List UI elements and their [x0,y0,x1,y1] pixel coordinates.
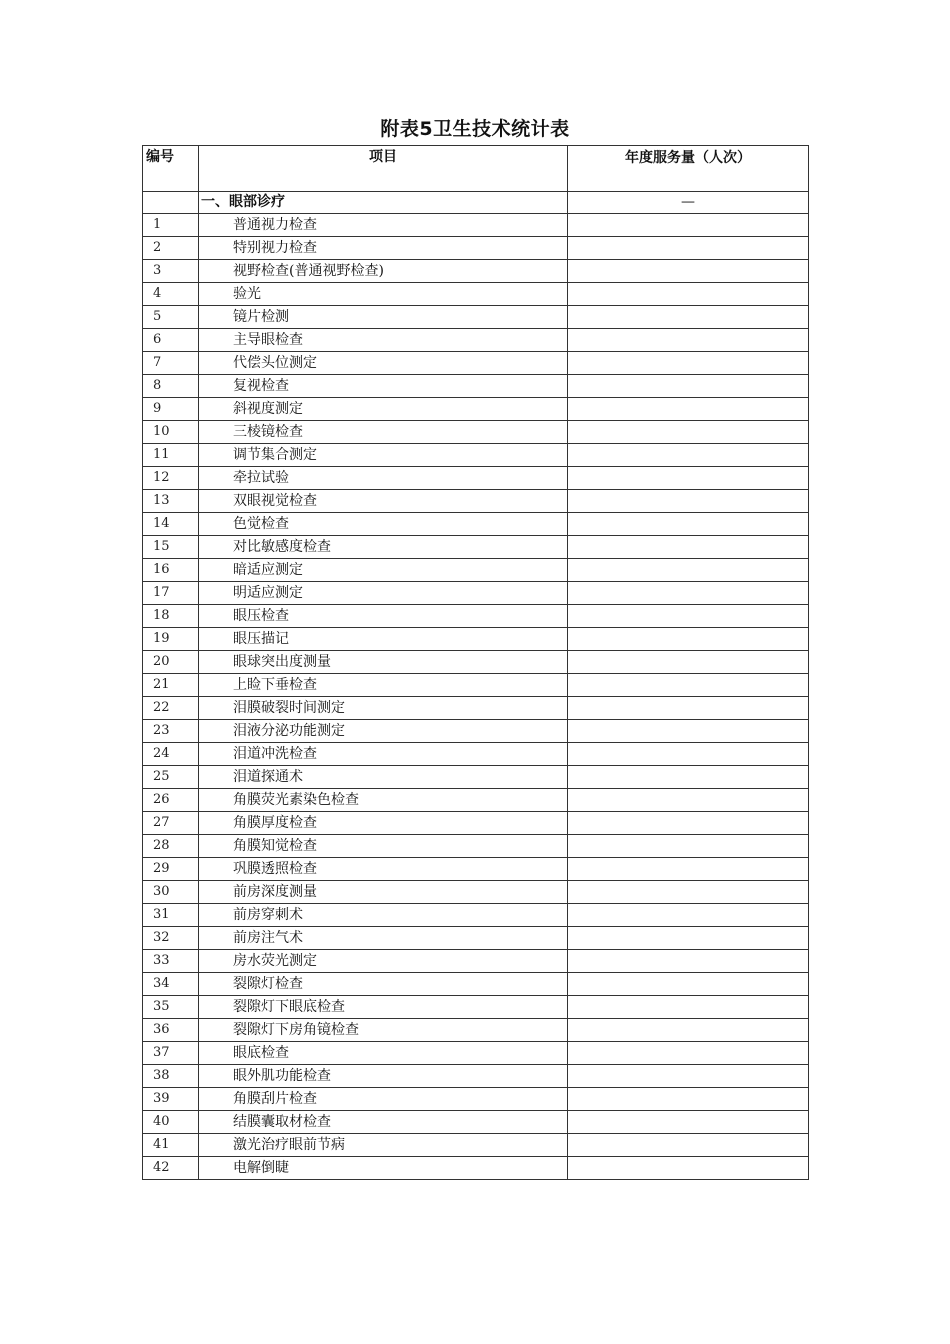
row-service-volume-cell[interactable] [568,674,809,697]
row-number: 30 [143,881,199,904]
row-service-volume-cell[interactable] [568,835,809,858]
row-service-volume-cell[interactable] [568,789,809,812]
row-item-name: 泪道探通术 [199,766,568,789]
table-row [143,881,809,904]
row-number: 35 [143,996,199,1019]
table-row [143,674,809,697]
row-item-name: 眼压检查 [199,605,568,628]
row-item-name: 特别视力检查 [199,237,568,260]
row-number: 14 [143,513,199,536]
table-row [143,306,809,329]
row-item-name: 牵拉试验 [199,467,568,490]
row-service-volume-cell[interactable] [568,214,809,237]
table-row [143,651,809,674]
row-service-volume-cell[interactable] [568,904,809,927]
row-service-volume-cell[interactable] [568,720,809,743]
row-number: 17 [143,582,199,605]
section-label: 一、眼部诊疗 [199,192,568,214]
table-row [143,490,809,513]
row-number: 15 [143,536,199,559]
row-item-name: 结膜囊取材检查 [199,1111,568,1134]
row-item-name: 明适应测定 [199,582,568,605]
row-service-volume-cell[interactable] [568,766,809,789]
header-annual-service-volume: 年度服务量（人次） [568,146,809,192]
row-service-volume-cell[interactable] [568,490,809,513]
row-service-volume-cell[interactable] [568,651,809,674]
row-number: 1 [143,214,199,237]
table-row [143,214,809,237]
row-item-name: 激光治疗眼前节病 [199,1134,568,1157]
row-item-name: 泪液分泌功能测定 [199,720,568,743]
row-number: 4 [143,283,199,306]
row-service-volume-cell[interactable] [568,950,809,973]
table-row [143,927,809,950]
header-item: 项目 [199,146,568,192]
row-item-name: 眼底检查 [199,1042,568,1065]
row-item-name: 调节集合测定 [199,444,568,467]
row-item-name: 视野检查(普通视野检查) [199,260,568,283]
row-service-volume-cell[interactable] [568,329,809,352]
row-service-volume-cell[interactable] [568,467,809,490]
row-number: 5 [143,306,199,329]
row-number: 16 [143,559,199,582]
row-service-volume-cell[interactable] [568,1065,809,1088]
table-row [143,697,809,720]
table-row [143,1019,809,1042]
row-number: 23 [143,720,199,743]
row-number: 37 [143,1042,199,1065]
row-item-name: 前房穿刺术 [199,904,568,927]
row-service-volume-cell[interactable] [568,283,809,306]
table-row [143,444,809,467]
row-number: 28 [143,835,199,858]
row-service-volume-cell[interactable] [568,1088,809,1111]
row-service-volume-cell[interactable] [568,1042,809,1065]
row-item-name: 代偿头位测定 [199,352,568,375]
row-item-name: 泪道冲洗检查 [199,743,568,766]
table-row [143,812,809,835]
row-number: 27 [143,812,199,835]
row-number: 34 [143,973,199,996]
row-number: 6 [143,329,199,352]
row-number: 41 [143,1134,199,1157]
row-item-name: 电解倒睫 [199,1157,568,1180]
row-number: 7 [143,352,199,375]
table-row [143,1065,809,1088]
section-row-eye-diagnosis [143,192,809,214]
row-service-volume-cell[interactable] [568,812,809,835]
table-row [143,352,809,375]
row-item-name: 主导眼检查 [199,329,568,352]
row-number: 25 [143,766,199,789]
row-item-name: 三棱镜检查 [199,421,568,444]
row-item-name: 普通视力检查 [199,214,568,237]
row-item-name: 角膜知觉检查 [199,835,568,858]
row-number: 29 [143,858,199,881]
row-number: 33 [143,950,199,973]
table-row [143,260,809,283]
table-row [143,1157,809,1180]
table-row [143,1042,809,1065]
row-number: 36 [143,1019,199,1042]
row-item-name: 色觉检查 [199,513,568,536]
table-row [143,950,809,973]
row-number: 20 [143,651,199,674]
row-number: 26 [143,789,199,812]
row-number: 8 [143,375,199,398]
row-item-name: 巩膜透照检查 [199,858,568,881]
table-row [143,605,809,628]
row-number: 38 [143,1065,199,1088]
row-item-name: 双眼视觉检查 [199,490,568,513]
row-item-name: 斜视度测定 [199,398,568,421]
row-service-volume-cell[interactable] [568,973,809,996]
row-service-volume-cell[interactable] [568,582,809,605]
table-row [143,536,809,559]
table-row [143,559,809,582]
row-service-volume-cell[interactable] [568,444,809,467]
row-service-volume-cell[interactable] [568,628,809,651]
row-item-name: 眼外肌功能检查 [199,1065,568,1088]
table-row [143,398,809,421]
row-number: 42 [143,1157,199,1180]
row-item-name: 裂隙灯下房角镜检查 [199,1019,568,1042]
row-number: 31 [143,904,199,927]
row-service-volume-cell[interactable] [568,605,809,628]
table-row [143,1134,809,1157]
row-service-volume-cell[interactable] [568,1157,809,1180]
table-row [143,628,809,651]
row-service-volume-cell[interactable] [568,513,809,536]
row-number: 13 [143,490,199,513]
section-value[interactable]: — [568,192,809,214]
row-number: 21 [143,674,199,697]
row-item-name: 前房深度测量 [199,881,568,904]
row-number: 24 [143,743,199,766]
row-item-name: 验光 [199,283,568,306]
row-service-volume-cell[interactable] [568,881,809,904]
row-number: 10 [143,421,199,444]
row-number: 22 [143,697,199,720]
row-service-volume-cell[interactable] [568,375,809,398]
table-row [143,237,809,260]
row-item-name: 裂隙灯下眼底检查 [199,996,568,1019]
row-item-name: 裂隙灯检查 [199,973,568,996]
table-row [143,904,809,927]
table-header-row [143,146,809,192]
statistics-table [142,145,809,1180]
row-number: 39 [143,1088,199,1111]
row-item-name: 镜片检测 [199,306,568,329]
row-item-name: 角膜厚度检查 [199,812,568,835]
row-item-name: 眼压描记 [199,628,568,651]
row-service-volume-cell[interactable] [568,858,809,881]
table-row [143,835,809,858]
row-item-name: 角膜刮片检查 [199,1088,568,1111]
row-service-volume-cell[interactable] [568,996,809,1019]
row-item-name: 复视检查 [199,375,568,398]
row-service-volume-cell[interactable] [568,1134,809,1157]
row-number: 3 [143,260,199,283]
row-number: 40 [143,1111,199,1134]
table-row [143,720,809,743]
row-service-volume-cell[interactable] [568,743,809,766]
page-title: 附表5卫生技术统计表 [380,118,570,140]
row-service-volume-cell[interactable] [568,559,809,582]
row-number: 11 [143,444,199,467]
table-row [143,375,809,398]
table-row [143,421,809,444]
row-item-name: 上睑下垂检查 [199,674,568,697]
row-item-name: 前房注气术 [199,927,568,950]
table-row [143,789,809,812]
table-row [143,858,809,881]
row-item-name: 泪膜破裂时间测定 [199,697,568,720]
table-row [143,283,809,306]
row-service-volume-cell[interactable] [568,237,809,260]
row-number: 19 [143,628,199,651]
table-row [143,467,809,490]
row-number: 12 [143,467,199,490]
table-row [143,766,809,789]
row-item-name: 眼球突出度测量 [199,651,568,674]
row-service-volume-cell[interactable] [568,306,809,329]
table-row [143,1111,809,1134]
row-service-volume-cell[interactable] [568,697,809,720]
table-row [143,973,809,996]
row-item-name: 角膜荧光素染色检查 [199,789,568,812]
table-row [143,513,809,536]
table-row [143,996,809,1019]
row-item-name: 对比敏感度检查 [199,536,568,559]
row-service-volume-cell[interactable] [568,398,809,421]
row-service-volume-cell[interactable] [568,421,809,444]
table-row [143,1088,809,1111]
row-service-volume-cell[interactable] [568,1111,809,1134]
table-row [143,743,809,766]
row-service-volume-cell[interactable] [568,927,809,950]
table-row [143,329,809,352]
row-service-volume-cell[interactable] [568,536,809,559]
row-service-volume-cell[interactable] [568,260,809,283]
row-number: 32 [143,927,199,950]
row-number: 9 [143,398,199,421]
row-service-volume-cell[interactable] [568,352,809,375]
header-number: 编号 [143,146,199,192]
row-item-name: 房水荧光测定 [199,950,568,973]
row-number: 2 [143,237,199,260]
row-item-name: 暗适应测定 [199,559,568,582]
section-number-cell [143,192,199,214]
row-service-volume-cell[interactable] [568,1019,809,1042]
table-row [143,582,809,605]
row-number: 18 [143,605,199,628]
